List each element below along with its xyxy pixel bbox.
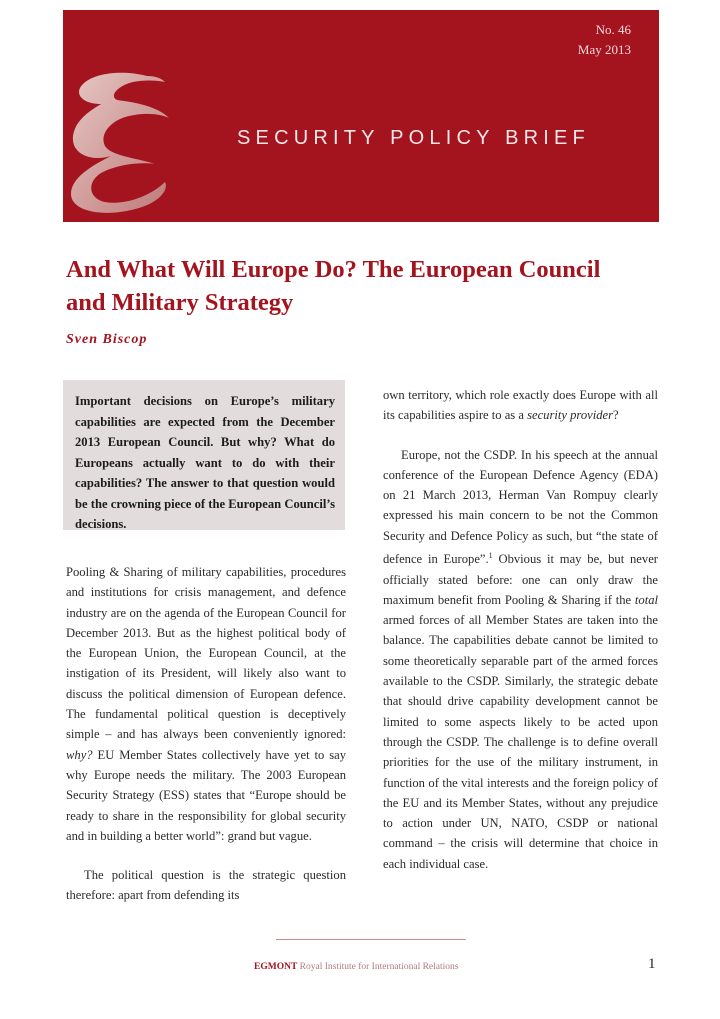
issue-number: No. 46	[595, 22, 631, 37]
paragraph-text: EU Member States collectively have yet to say why Europe needs the military. The 2003 European Security Strategy (ESS) states that “Europe should be ready to share in the responsibility for global security and in building a better world”: grand but vague.	[66, 747, 346, 843]
header-banner	[63, 10, 659, 222]
egmont-e-logo-icon	[61, 70, 173, 220]
paragraph-text: Pooling & Sharing of military capabilities, procedures and institutions for crisis management, and defence industry are on the agenda of the European Council for December 2013. But as the highest political body of the European Union, the European Council, at the instigation of its President, will likely also want to discuss the political dimension of European defence. The fundamental political question is deceptively simple – and has always been conveniently ignored:	[66, 565, 346, 742]
page-number: 1	[648, 956, 656, 972]
emphasis-text: why?	[66, 747, 93, 762]
footer-divider	[276, 939, 466, 940]
emphasis-text: total	[634, 592, 658, 607]
body-paragraph	[383, 385, 658, 426]
article-author: Sven Biscop	[66, 332, 148, 347]
issue-info	[578, 20, 631, 60]
paragraph-text: own territory, which role exactly does Europe with all its capabilities aspire to as a	[383, 388, 658, 423]
body-column-right	[383, 385, 658, 874]
footer	[254, 962, 458, 972]
body-column-left	[66, 562, 346, 906]
emphasis-text: security provider	[527, 408, 614, 423]
paragraph-text: armed forces of all Member States are taken into the balance. The capabilities debate cannot be limited to some theoretically separable part of the armed forces available to the CSDP. Similarly, the strategic debate that should drive capability development cannot be limited to some aspects likely to be acted upon through the CSDP. The challenge is to define overall priorities for the use of the military instrument, in function of the vital interests and the foreign policy of the EU and its Member States, without any prejudice to action under UN, NATO, CSDP or national command – the crisis will determine that choice in each individual case.	[383, 613, 658, 871]
series-title: SECURITY POLICY BRIEF	[237, 127, 590, 149]
footer-brand: EGMONT	[254, 962, 298, 972]
footnote-link[interactable]: 1	[488, 551, 493, 561]
article-title: And What Will Europe Do? The European Council and Military Strategy	[66, 256, 601, 316]
body-paragraph	[66, 865, 346, 906]
body-paragraph	[383, 445, 658, 874]
issue-date: May 2013	[577, 42, 631, 57]
paragraph-text: ?	[613, 408, 619, 423]
body-paragraph	[66, 562, 346, 846]
paragraph-text: Europe, not the CSDP. In his speech at the annual conference of the European Defence Agency (EDA) on 21 March 2013, Herman Van Rompuy clearly expressed his main concern to be not the Common Security and Defence Policy as such, but “the state of defence in Europe”.	[383, 447, 658, 567]
abstract-text: Important decisions on Europe’s military capabilities are expected from the December 2013 European Council. But why? What do Europeans actually want to do with their capabilities? The answer to that question would be the crowning piece of the European Council’s decisions.	[75, 394, 335, 531]
abstract-box	[63, 380, 345, 530]
paragraph-text: Obvious it may be, but never officially stated before: one can only draw the maximum benefit from Pooling & Sharing if the	[383, 552, 658, 607]
footer-institute: Royal Institute for International Relations	[299, 962, 459, 972]
paragraph-text: The political question is the strategic question therefore: apart from defending its	[66, 868, 346, 903]
